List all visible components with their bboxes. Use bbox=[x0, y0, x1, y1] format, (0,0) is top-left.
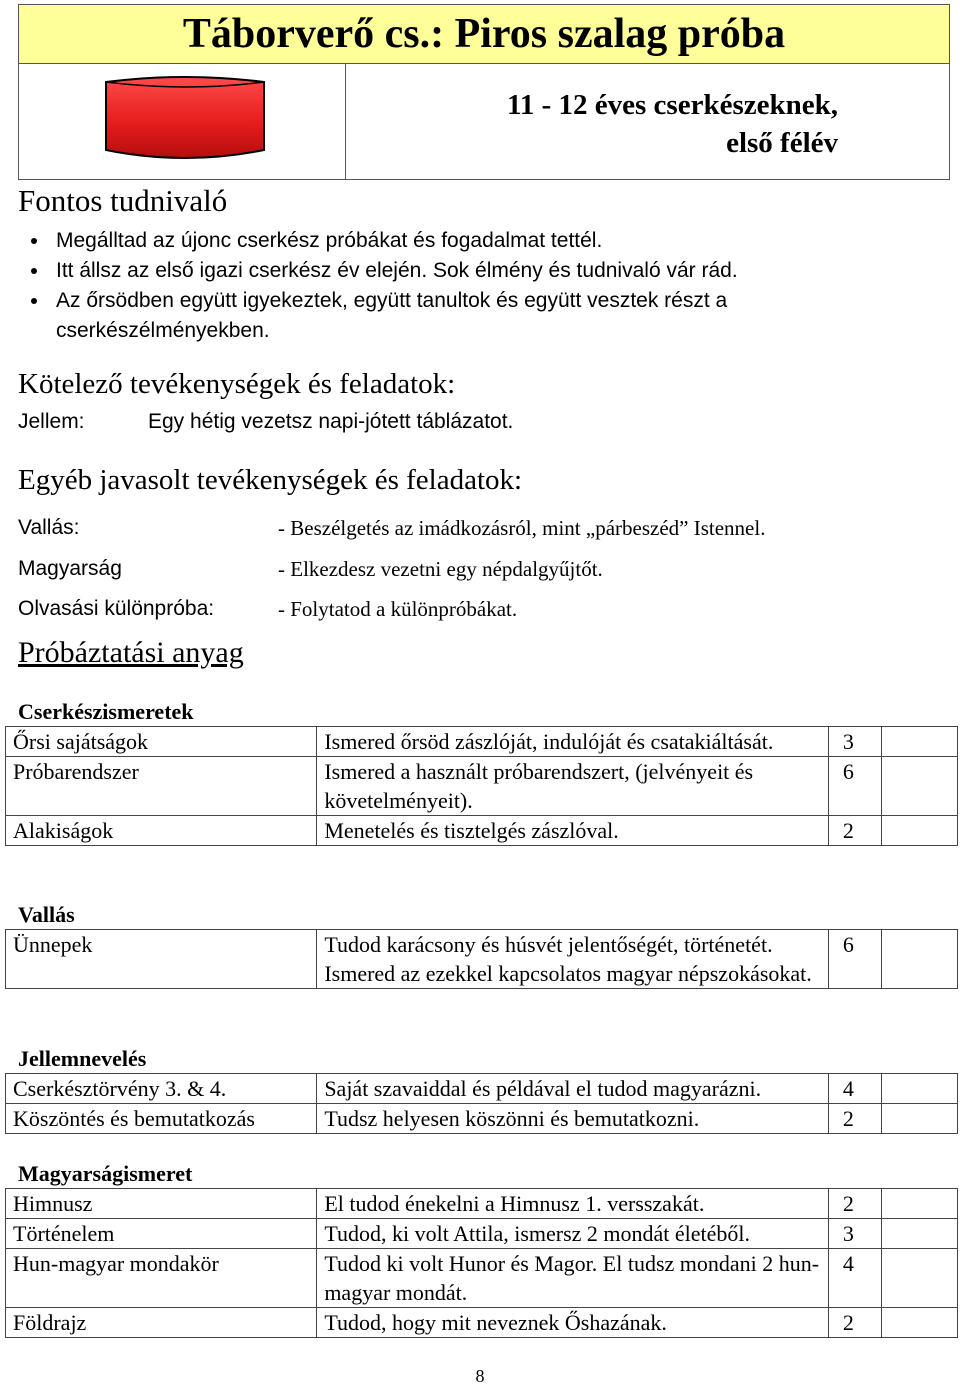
important-bullet-2: • Itt állsz az első igazi cserkész év elején. Sok élmény és tudnivaló vár rád. bbox=[50, 256, 924, 286]
optional-label-3: Olvasási különpróba: bbox=[18, 597, 215, 620]
table-magyarsagismeret bbox=[5, 1188, 958, 1338]
optional-label-2: Magyarság bbox=[18, 557, 122, 580]
table-row bbox=[6, 1074, 958, 1104]
row-check-cell bbox=[881, 727, 957, 757]
table-row bbox=[6, 1249, 958, 1308]
row-check-cell bbox=[881, 1249, 957, 1308]
audience-box bbox=[345, 64, 950, 180]
table-row bbox=[6, 757, 958, 816]
row-desc: Tudod, ki volt Attila, ismersz 2 mondát életéből. bbox=[317, 1219, 829, 1249]
row-check-cell bbox=[881, 1308, 957, 1338]
row-check-cell bbox=[881, 1219, 957, 1249]
optional-text-3: - Folytatod a különpróbákat. bbox=[278, 597, 518, 621]
group-title-jellemneveles: Jellemnevelés bbox=[18, 1046, 147, 1071]
row-topic: Ünnepek bbox=[6, 930, 317, 989]
row-check-cell bbox=[881, 930, 957, 989]
row-desc: Ismered a használt próbarendszert, (jelvényeit és követelményeit). bbox=[317, 757, 829, 816]
important-bullet-1: • Megálltad az újonc cserkész próbákat és fogadalmat tettél. bbox=[50, 226, 924, 256]
row-points: 3 bbox=[828, 1219, 881, 1249]
optional-label-1: Vallás: bbox=[18, 516, 80, 539]
row-points: 2 bbox=[828, 1104, 881, 1134]
row-desc: Menetelés és tisztelgés zászlóval. bbox=[317, 816, 829, 846]
important-bullets bbox=[24, 226, 924, 346]
table-row bbox=[6, 727, 958, 757]
optional-text-2: - Elkezdesz vezetni egy népdalgyűjtőt. bbox=[278, 557, 603, 581]
row-check-cell bbox=[881, 1074, 957, 1104]
row-points: 3 bbox=[828, 727, 881, 757]
table-row bbox=[6, 1308, 958, 1338]
mandatory-heading: Kötelező tevékenységek és feladatok: bbox=[18, 368, 456, 400]
important-heading: Fontos tudnivaló bbox=[18, 183, 228, 218]
page-title-text: Táborverő cs.: Piros szalag próba bbox=[182, 11, 786, 57]
row-topic: Hun-magyar mondakör bbox=[6, 1249, 317, 1308]
table-row bbox=[6, 1189, 958, 1219]
table-row bbox=[6, 930, 958, 989]
table-jellemneveles bbox=[5, 1073, 958, 1134]
mandatory-label: Jellem: bbox=[18, 410, 85, 433]
row-points: 6 bbox=[828, 930, 881, 989]
row-topic: Földrajz bbox=[6, 1308, 317, 1338]
table-row bbox=[6, 1104, 958, 1134]
row-desc: Tudod karácsony és húsvét jelentőségét, történetét. Ismered az ezekkel kapcsolatos magyar népszokásokat. bbox=[317, 930, 829, 989]
row-desc: Tudsz helyesen köszönni és bemutatkozni. bbox=[317, 1104, 829, 1134]
row-topic: Köszöntés és bemutatkozás bbox=[6, 1104, 317, 1134]
row-check-cell bbox=[881, 757, 957, 816]
row-desc: Tudod, hogy mit neveznek Őshazának. bbox=[317, 1308, 829, 1338]
optional-text-1: - Beszélgetés az imádkozásról, mint „párbeszéd” Istennel. bbox=[278, 516, 766, 540]
row-points: 4 bbox=[828, 1249, 881, 1308]
row-topic: Himnusz bbox=[6, 1189, 317, 1219]
row-desc: Ismered őrsöd zászlóját, indulóját és csatakiáltását. bbox=[317, 727, 829, 757]
row-desc: Saját szavaiddal és példával el tudod magyarázni. bbox=[317, 1074, 829, 1104]
row-desc: El tudod énekelni a Himnusz 1. versszakát. bbox=[317, 1189, 829, 1219]
row-check-cell bbox=[881, 1189, 957, 1219]
row-points: 6 bbox=[828, 757, 881, 816]
mandatory-text: Egy hétig vezetsz napi-jótett táblázatot. bbox=[148, 410, 514, 433]
row-points: 2 bbox=[828, 1189, 881, 1219]
row-topic: Próbarendszer bbox=[6, 757, 317, 816]
row-topic: Cserkésztörvény 3. & 4. bbox=[6, 1074, 317, 1104]
row-topic: Történelem bbox=[6, 1219, 317, 1249]
optional-heading: Egyéb javasolt tevékenységek és feladatok: bbox=[18, 464, 523, 496]
row-points: 2 bbox=[828, 816, 881, 846]
row-desc: Tudod ki volt Hunor és Magor. El tudsz mondani 2 hun-magyar mondát. bbox=[317, 1249, 829, 1308]
table-vallas bbox=[5, 929, 958, 989]
row-check-cell bbox=[881, 816, 957, 846]
audience-line-1: 11 - 12 éves cserkészeknek, bbox=[506, 89, 838, 121]
group-title-magyarsagismeret: Magyarságismeret bbox=[18, 1161, 193, 1186]
page-title bbox=[18, 4, 950, 64]
row-check-cell bbox=[881, 1104, 957, 1134]
table-cserkeszismeretek bbox=[5, 726, 958, 846]
page-number: 8 bbox=[475, 1366, 485, 1386]
red-ribbon-icon bbox=[104, 74, 266, 164]
important-bullet-3: • Az őrsödben együtt igyekeztek, együtt tanultok és együtt vesztek részt a cserkészélményekben. bbox=[50, 286, 924, 346]
group-title-cserkeszismeretek: Cserkészismeretek bbox=[18, 699, 194, 724]
row-topic: Alakiságok bbox=[6, 816, 317, 846]
group-title-vallas: Vallás bbox=[18, 902, 75, 927]
material-heading: Próbáztatási anyag bbox=[18, 636, 244, 669]
audience-line-2: első félév bbox=[726, 127, 838, 159]
table-row bbox=[6, 1219, 958, 1249]
row-topic: Őrsi sajátságok bbox=[6, 727, 317, 757]
row-points: 4 bbox=[828, 1074, 881, 1104]
table-row bbox=[6, 816, 958, 846]
row-points: 2 bbox=[828, 1308, 881, 1338]
